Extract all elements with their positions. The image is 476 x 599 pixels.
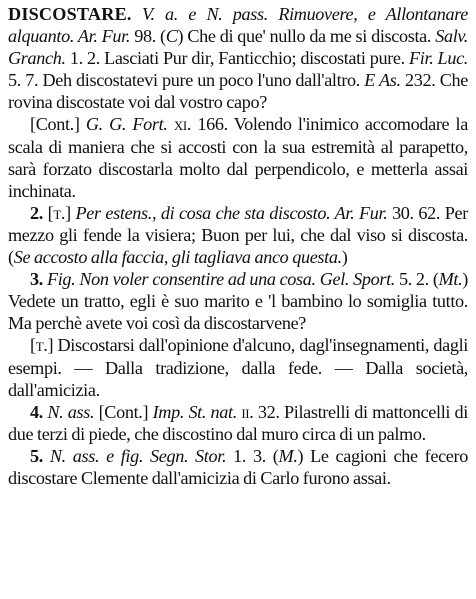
text-segment: [Cont.] bbox=[30, 114, 86, 135]
text-segment: [Cont.] bbox=[94, 401, 153, 422]
text-segment: 98. ( bbox=[134, 26, 166, 47]
entry-sense-t-paragraph bbox=[8, 334, 468, 400]
text-segment: 3. bbox=[30, 269, 43, 290]
text-segment: Se accosto alla faccia, gli tagliava anco questa. bbox=[13, 247, 342, 268]
entry-headword-paragraph bbox=[8, 3, 468, 113]
text-segment: Mt. bbox=[438, 269, 463, 290]
text-segment: N. ass. e fig. Segn. Stor. bbox=[49, 445, 227, 466]
text-segment: 166. Volendo l'inimico accomodare la scala di maniera che si accosti con la sua estremità al parapetto, sarà forzato discostarla molto dal perpendicolo, e metterla assai inchinata. bbox=[8, 114, 468, 201]
entry-sense-5-paragraph bbox=[8, 445, 468, 489]
entry-cont-citation-paragraph bbox=[8, 113, 468, 201]
text-segment: 30. 62. Per mezzo gli fende la visiera; Buon per lui, che dal viso si discosta. ( bbox=[8, 202, 468, 268]
text-segment: 5. 2. ( bbox=[394, 269, 439, 290]
text-segment: xi. bbox=[173, 114, 192, 135]
text-segment: 5. 7. Deh discostatevi pure un poco l'uno dall'altro. bbox=[8, 70, 365, 91]
text-segment: 1. 3. ( bbox=[226, 445, 279, 466]
text-segment: V. a. e N. pass. Rimuovere, e Allontanare alquanto. Ar. Fur. bbox=[8, 4, 468, 47]
text-segment: G. G. Fort. bbox=[85, 114, 168, 135]
text-segment: 4. bbox=[30, 401, 43, 422]
text-segment: 2. bbox=[30, 202, 43, 223]
text-segment: ) Che di que' nullo da me si discosta. bbox=[177, 26, 436, 47]
text-segment: t. bbox=[53, 202, 66, 223]
text-segment: Per estens., di cosa che sta discosto. Ar. Fur. bbox=[75, 202, 388, 223]
text-segment: Imp. St. nat. bbox=[152, 401, 237, 422]
text-segment: t. bbox=[35, 335, 48, 356]
text-segment: 232. Che rovina discostate voi dal vostro capo? bbox=[8, 70, 468, 113]
text-segment: 32. Pilastrelli di mattoncelli di due terzi di piede, che discostino dal muro circa di un palmo. bbox=[8, 401, 468, 444]
text-segment: ] Discostarsi dall'opinione d'alcuno, dagl'insegnamenti, dagli esempi. — Dalla tradizione, dalla fede. — Dalla società, dall'amicizia. bbox=[8, 335, 468, 400]
text-segment: E As. bbox=[364, 70, 401, 91]
entry-sense-4-paragraph bbox=[8, 401, 468, 445]
text-segment: 5. bbox=[30, 445, 43, 466]
entry-sense-3-paragraph bbox=[8, 268, 468, 334]
text-segment bbox=[43, 446, 50, 466]
text-segment: Salv. Granch. bbox=[8, 26, 468, 69]
text-segment: ) Vedete un tratto, egli è suo marito e 'l bambino lo somiglia tutto. Ma perchè avete voi così da discostarvene? bbox=[8, 269, 468, 334]
entry-sense-2-paragraph bbox=[8, 202, 468, 268]
text-segment: Fir. Luc. bbox=[409, 48, 468, 69]
text-segment: [ bbox=[42, 202, 54, 223]
text-segment: M. bbox=[278, 445, 298, 466]
text-segment: ) bbox=[341, 247, 348, 268]
text-segment: DISCOSTARE. bbox=[8, 4, 132, 24]
text-segment: N. ass. bbox=[47, 401, 95, 422]
text-segment: Fig. Non voler consentire ad una cosa. Gel. Sport. bbox=[46, 269, 395, 290]
text-segment: 1. 2. Lasciati Pur dir, Fanticchio; discostati pure. bbox=[65, 48, 410, 69]
text-segment: [ bbox=[30, 335, 36, 356]
text-segment: ii. bbox=[241, 401, 254, 422]
text-segment: ) Le cagioni che fecero discostare Clemente dall'amicizia di Carlo furono assai. bbox=[8, 445, 468, 488]
text-segment: C bbox=[165, 26, 178, 47]
text-segment: ] bbox=[65, 202, 76, 223]
